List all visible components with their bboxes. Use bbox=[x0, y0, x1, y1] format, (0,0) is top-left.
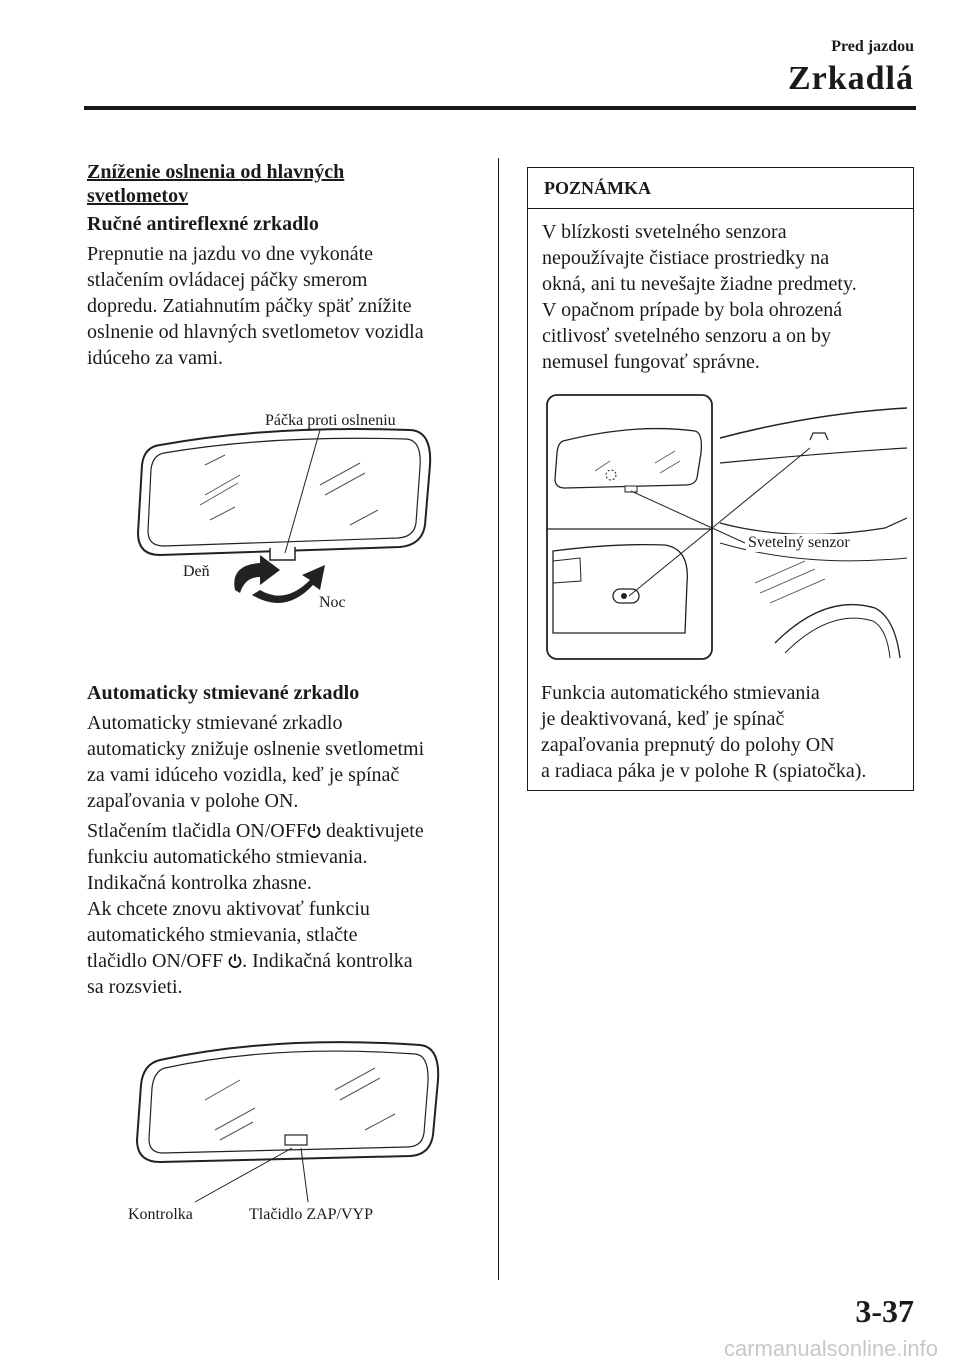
label-light-sensor: Svetelný senzor bbox=[748, 534, 850, 551]
text-line: oslnenie od hlavných svetlometov vozidla bbox=[87, 321, 424, 343]
text-line: za vami idúceho vozidla, keď je spínač bbox=[87, 764, 400, 786]
column-divider bbox=[498, 158, 499, 1280]
label-night: Noc bbox=[319, 594, 346, 611]
lever bbox=[270, 547, 295, 560]
light-sensor-illustration bbox=[545, 393, 910, 663]
mirror-inner bbox=[148, 438, 420, 546]
inset-mirror bbox=[555, 429, 701, 488]
text-line: zapaľovania prepnutý do polohy ON bbox=[541, 734, 835, 756]
power-icon bbox=[307, 823, 321, 839]
text-line: Automaticky stmievané zrkadlo bbox=[87, 712, 343, 734]
text-line: Ak chcete znovu aktivovať funkciu bbox=[87, 898, 370, 920]
text-segment: Stlačením tlačidla ON/OFF bbox=[87, 820, 307, 842]
text-line: funkciu automatického stmievania. bbox=[87, 846, 368, 868]
text-line: nemusel fungovať správne. bbox=[542, 351, 760, 373]
text-line: nepoužívajte čistiace prostriedky na bbox=[542, 247, 830, 269]
text-line: okná, ani tu nevešajte žiadne predmety. bbox=[542, 273, 857, 295]
text-line: a radiaca páka je v polohe R (spiatočka). bbox=[541, 760, 867, 782]
text-line: automaticky znižuje oslnenie svetlometmi bbox=[87, 738, 425, 760]
label-lever: Páčka proti oslneniu bbox=[265, 412, 396, 429]
header-divider bbox=[84, 106, 916, 110]
text-line: Indikačná kontrolka zhasne. bbox=[87, 872, 312, 894]
auto-mirror-instructions bbox=[87, 818, 487, 1000]
text-line bbox=[87, 948, 487, 974]
power-icon bbox=[228, 953, 242, 969]
text-line: V opačnom prípade by bola ohrozená bbox=[542, 299, 843, 321]
auto-mirror-text bbox=[87, 710, 487, 814]
manual-mirror-text bbox=[87, 241, 487, 371]
note-title: POZNÁMKA bbox=[528, 168, 913, 209]
text-segment: deaktivujete bbox=[320, 820, 424, 842]
text-line bbox=[87, 818, 487, 844]
label-on-off-button: Tlačidlo ZAP/VYP bbox=[249, 1206, 373, 1223]
text-segment: tlačidlo ON/OFF bbox=[87, 950, 229, 972]
auto-mirror-illustration bbox=[125, 1030, 445, 1210]
text-line: dopredu. Zatiahnutím páčky späť znížite bbox=[87, 295, 412, 317]
mirror-outer bbox=[138, 429, 430, 555]
text-line: V blízkosti svetelného senzora bbox=[542, 221, 787, 243]
text-line: sa rozsvieti. bbox=[87, 976, 183, 998]
text-line: je deaktivovaná, keď je spínač bbox=[541, 708, 785, 730]
car-body bbox=[720, 518, 907, 534]
watermark: carmanualsonline.info bbox=[723, 1336, 938, 1361]
page-number: 3-37 bbox=[855, 1293, 914, 1329]
auto-mirror-heading: Automaticky stmievané zrkadlo bbox=[87, 682, 360, 704]
note-body bbox=[528, 209, 913, 375]
text-segment: . Indikačná kontrolka bbox=[242, 950, 413, 972]
label-indicator: Kontrolka bbox=[128, 1206, 193, 1223]
text-line: stlačením ovládacej páčky smerom bbox=[87, 269, 368, 291]
text-line: automatického stmievania, stlačte bbox=[87, 924, 358, 946]
text-line: Prepnutie na jazdu vo dne vykonáte bbox=[87, 243, 374, 265]
text-line: Funkcia automatického stmievania bbox=[541, 682, 820, 704]
header-section: Pred jazdou bbox=[831, 38, 914, 55]
section-title: Zníženie oslnenia od hlavných svetlometov bbox=[87, 161, 345, 207]
manual-mirror-heading: Ručné antireflexné zrkadlo bbox=[87, 213, 319, 235]
label-day: Deň bbox=[183, 563, 210, 580]
inset-frame bbox=[547, 395, 712, 659]
text-line: zapaľovania v polohe ON. bbox=[87, 790, 299, 812]
text-line: citlivosť svetelného senzoru a on by bbox=[542, 325, 832, 347]
button-panel bbox=[285, 1135, 307, 1145]
text-line: idúceho za vami. bbox=[87, 347, 224, 369]
note-after-text bbox=[541, 680, 911, 784]
page-title: Zrkadlá bbox=[787, 60, 914, 97]
